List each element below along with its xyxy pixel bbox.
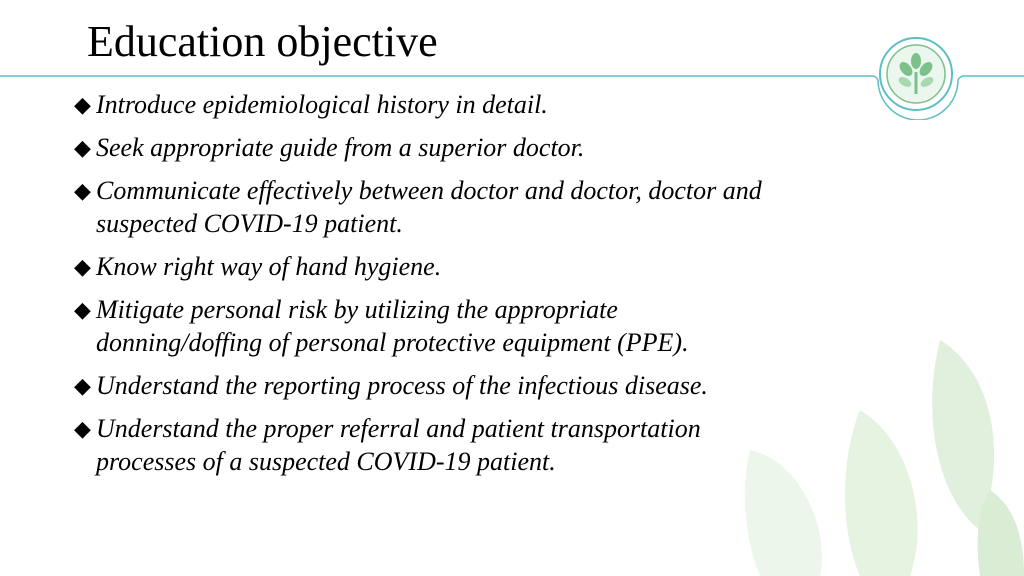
diamond-bullet-icon: ◆	[74, 92, 91, 117]
diamond-bullet-icon: ◆	[74, 135, 91, 160]
leaf-shape	[978, 490, 1024, 576]
list-item-text-continued: processes of a suspected COVID-19 patient.	[96, 447, 556, 476]
diamond-bullet-icon: ◆	[74, 416, 91, 441]
list-item	[74, 412, 894, 478]
list-item-text: Know right way of hand hygiene.	[96, 252, 442, 281]
diamond-bullet-icon: ◆	[74, 178, 91, 203]
objective-list	[74, 88, 894, 488]
list-item-text: Mitigate personal risk by utilizing the appropriate	[96, 295, 618, 324]
list-item	[74, 174, 894, 240]
list-item	[74, 293, 894, 359]
diamond-bullet-icon: ◆	[74, 254, 91, 279]
list-item-text-continued: suspected COVID-19 patient.	[96, 209, 403, 238]
page-title: Education objective	[87, 17, 438, 66]
list-item	[74, 88, 894, 121]
list-item-text-continued: donning/doffing of personal protective equipment (PPE).	[96, 328, 689, 357]
list-item-text: Understand the proper referral and patient transportation	[96, 414, 701, 443]
list-item-text: Seek appropriate guide from a superior doctor.	[96, 133, 585, 162]
list-item-text: Communicate effectively between doctor and doctor, doctor and	[96, 176, 762, 205]
list-item	[74, 369, 894, 402]
list-item-text: Understand the reporting process of the infectious disease.	[96, 371, 708, 400]
list-item-text: Introduce epidemiological history in detail.	[96, 90, 548, 119]
diamond-bullet-icon: ◆	[74, 373, 91, 398]
list-item	[74, 131, 894, 164]
list-item	[74, 250, 894, 283]
diamond-bullet-icon: ◆	[74, 297, 91, 322]
